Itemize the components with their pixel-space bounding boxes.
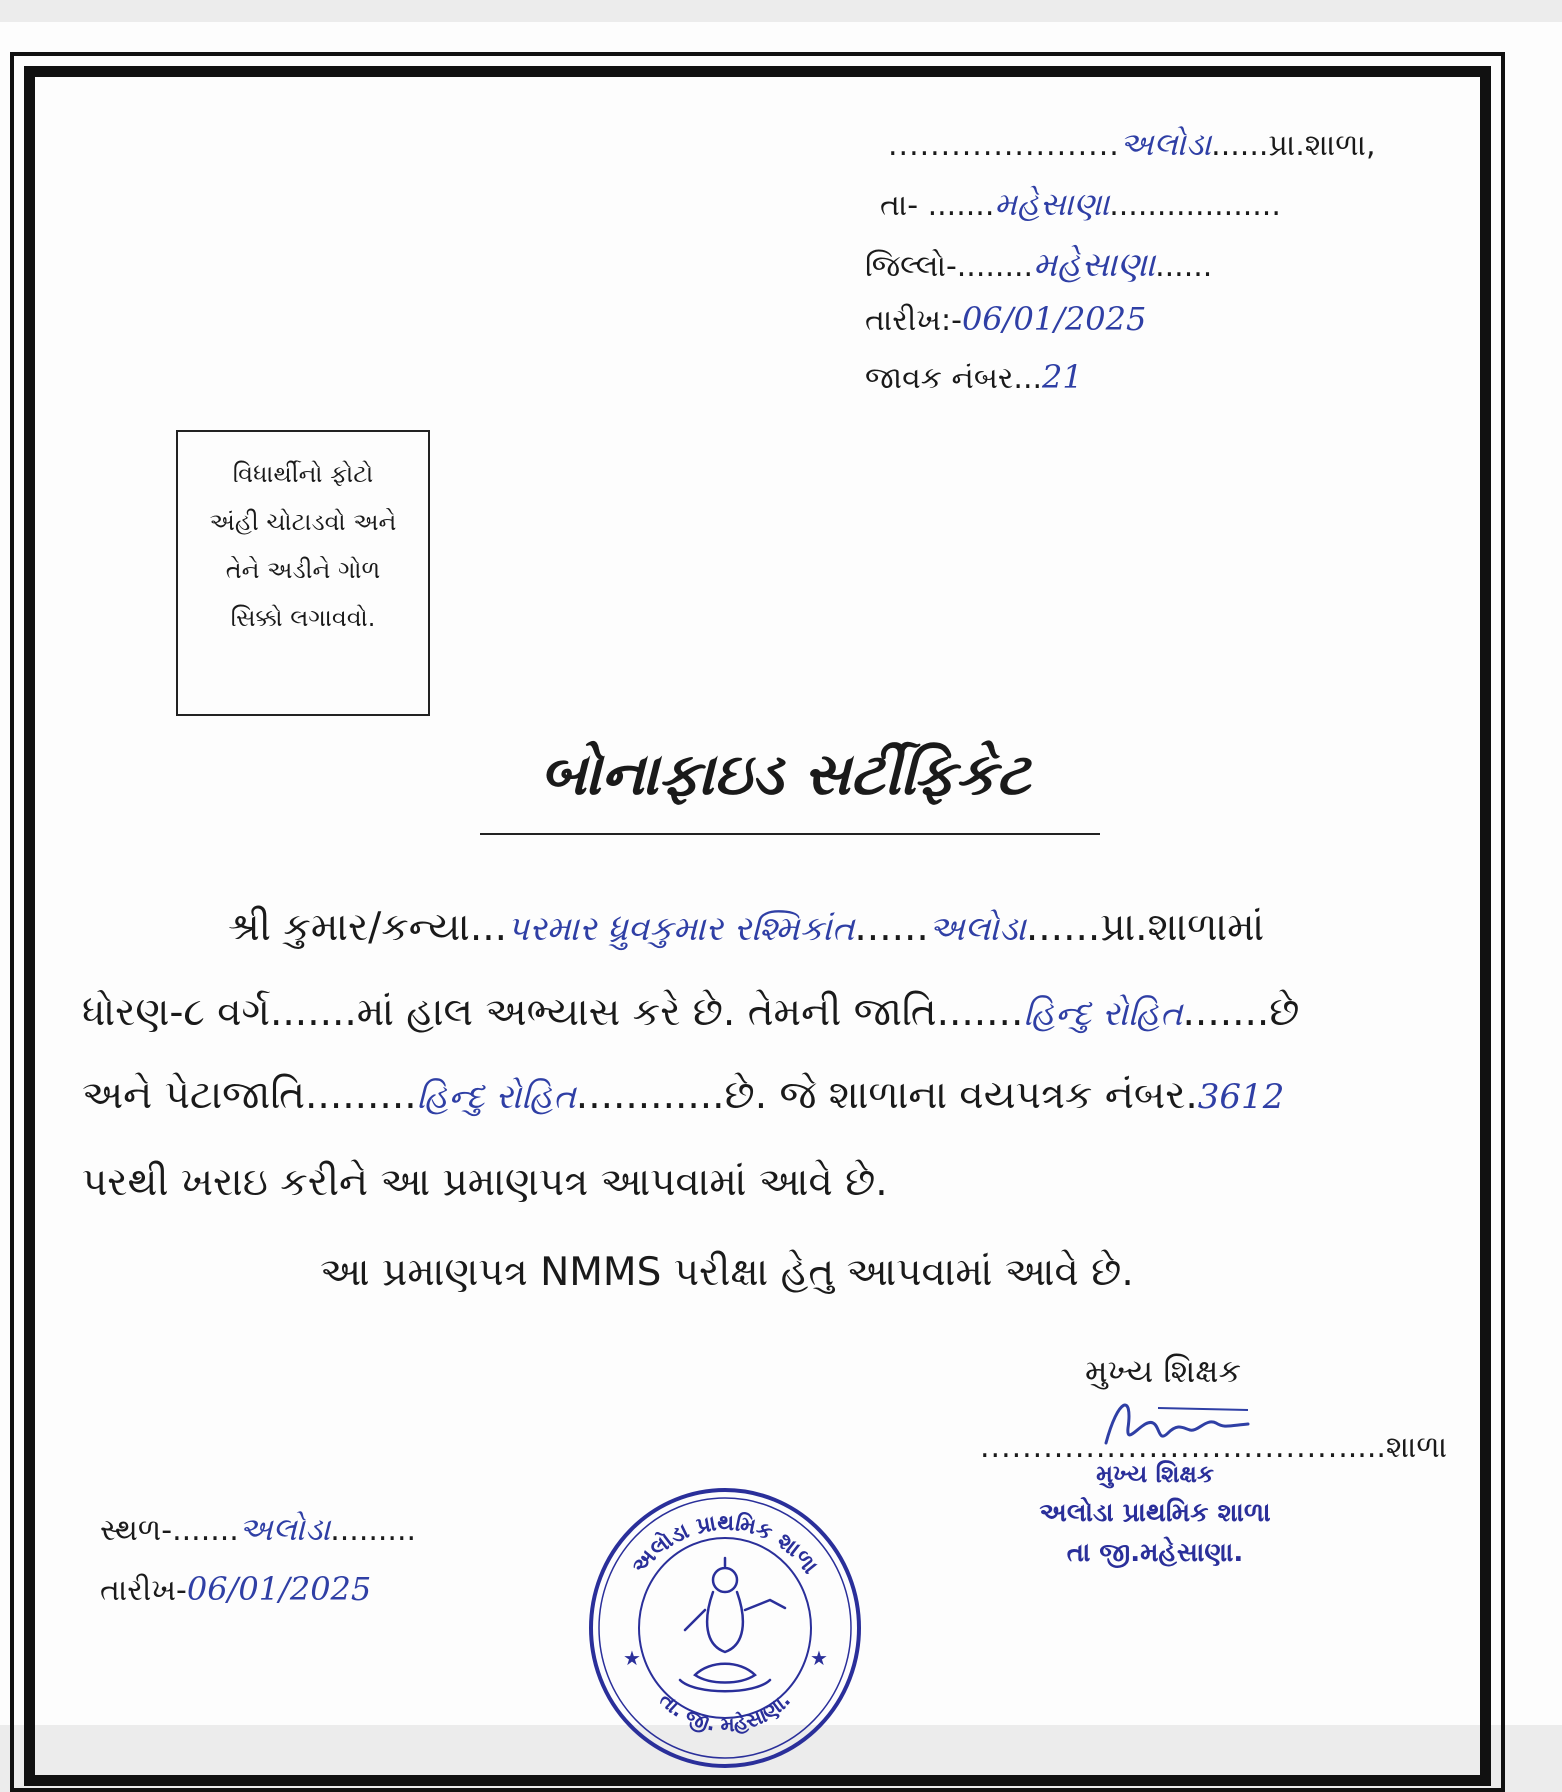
subcaste-handwritten: હિન્દુ રોહિત xyxy=(416,1077,576,1117)
headmaster-school-line: .......................................શાળા xyxy=(980,1430,1448,1465)
body-line-2: ધોરણ-૮ વર્ગ.......માં હાલ અભ્યાસ કરે છે. તેમની જાતિ.......હિન્દુ રોહિત.......છે xyxy=(82,990,1300,1035)
header-taluka-line: તા- .......મહેસાણા.................. xyxy=(880,185,1281,223)
svg-text:★: ★ xyxy=(623,1646,641,1670)
certificate-title: બોનાફાઇડ સર્ટીફિકેટ xyxy=(540,740,1030,808)
header-school-handwritten: અલોડા xyxy=(1119,125,1212,163)
school-seal xyxy=(585,1480,865,1770)
stamp-line-3: તા જી.મહેસાણા. xyxy=(1066,1538,1244,1568)
seal-emblem-figure xyxy=(680,1558,785,1691)
caste-handwritten: હિન્દુ રોહિત xyxy=(1023,994,1183,1034)
header-date-handwritten: 06/01/2025 xyxy=(961,300,1147,338)
title-underline xyxy=(480,833,1100,835)
header-outward-handwritten: 21 xyxy=(1042,358,1083,396)
place-line: સ્થળ-.......અલોડા......... xyxy=(100,1510,417,1548)
svg-text:તા. જી. મહેસાણા. xyxy=(655,1687,795,1736)
student-name-handwritten: પરમાર ધ્રુવકુમાર રશ્મિકાંત xyxy=(507,909,855,949)
stamp-line-2: અલોડા પ્રાથમિક શાળા xyxy=(1039,1498,1271,1528)
place-handwritten: અલોડા xyxy=(238,1510,331,1548)
header-district-line: જિલ્લો-........મહેસાણા...... xyxy=(865,245,1213,285)
photo-box-line: તેને અડીને ગોળ xyxy=(225,556,381,584)
seal-bottom-text: તા. જી. મહેસાણા. xyxy=(654,1687,796,1737)
header-school-line: ......................અલોડા......પ્રા.શાળા, xyxy=(888,125,1376,163)
photo-placeholder-box xyxy=(176,430,430,716)
body-line-3: અને પેટાજાતિ.........હિન્દુ રોહિત............છે. જે શાળાના વયપત્રક નંબર.3612 xyxy=(82,1073,1285,1118)
photo-box-line: અંહી ચોટાડવો અને xyxy=(209,508,397,536)
seal-top-text: અલોડા પ્રાથમિક શાળા xyxy=(627,1510,823,1579)
footer-date-line: તારીખ-06/01/2025 xyxy=(100,1570,372,1608)
body-school-handwritten: અલોડા xyxy=(928,909,1026,949)
body-line-4: પરથી ખરાઇ કરીને આ પ્રમાણપત્ર આપવામાં આવે છે. xyxy=(82,1160,888,1205)
header-outward-line: જાવક નંબર...21 xyxy=(865,358,1083,396)
photo-box-line: વિધાર્થીનો ફોટો xyxy=(232,460,374,488)
body-line-5: આ પ્રમાણપત્ર NMMS પરીક્ષા હેતુ આપવામાં આવે છે. xyxy=(320,1250,1134,1295)
header-taluka-handwritten: મહેસાણા xyxy=(994,185,1110,223)
header-district-handwritten: મહેસાણા xyxy=(1033,245,1156,285)
svg-text:★: ★ xyxy=(810,1646,828,1670)
stamp-line-1: મુખ્ય શિક્ષક xyxy=(1096,1460,1214,1488)
headmaster-label: મુખ્ય શિક્ષક xyxy=(1085,1352,1242,1390)
photo-box-line: સિક્કો લગાવવો. xyxy=(230,604,376,632)
footer-date-handwritten: 06/01/2025 xyxy=(186,1570,372,1608)
header-date-line: તારીખ:-06/01/2025 xyxy=(865,300,1147,338)
register-number-handwritten: 3612 xyxy=(1197,1077,1285,1117)
certificate-paper xyxy=(0,22,1562,1725)
body-line-1: શ્રી કુમાર/કન્યા...પરમાર ધ્રુવકુમાર રશ્મિકાંત......અલોડા......પ્રા.શાળામાં xyxy=(228,905,1265,950)
